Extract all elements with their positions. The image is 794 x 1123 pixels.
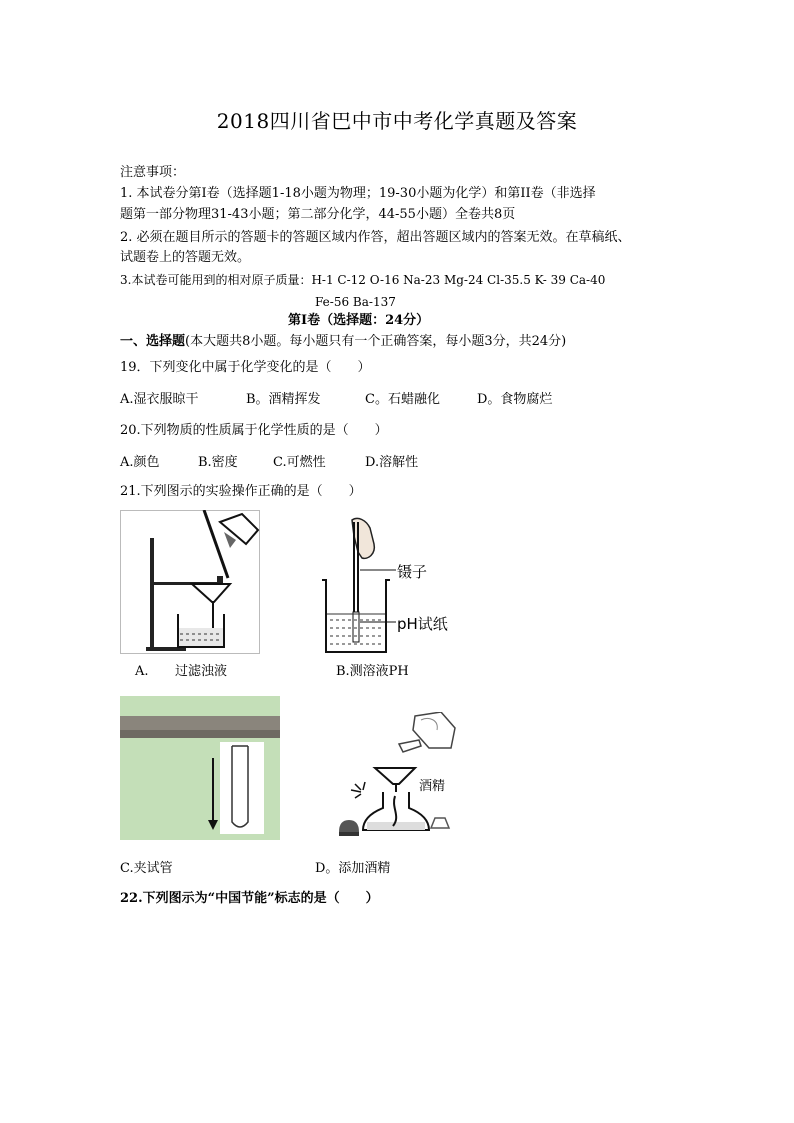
q19-option-d: D。食物腐烂 bbox=[477, 392, 553, 407]
q19-stem: 19．下列变化中属于化学变化的是（ ） bbox=[120, 360, 371, 375]
q22-stem: 22.下列图示为“中国节能”标志的是（ ） bbox=[120, 891, 379, 906]
part-label: 一、选择题 bbox=[120, 334, 186, 349]
part-description: (本大题共8小题。每小题只有一个正确答案，每小题3分，共24分) bbox=[185, 334, 567, 349]
notes-heading: 注意事项： bbox=[120, 165, 186, 180]
ph-test-figure bbox=[318, 514, 398, 656]
notes-line-1b: 题第一部分物理31-43小题；第二部分化学，44-55小题）全卷共8页 bbox=[120, 207, 516, 222]
notes-line-1: 1. 本试卷分第I卷（选择题1-18小题为物理；19-30小题为化学）和第II卷（非选择 bbox=[120, 186, 596, 201]
notes-line-3b: Fe-56 Ba-137 bbox=[315, 295, 396, 309]
notes-line-3: 3.本试卷可能用到的相对原子质量：H-1 C-12 O-16 Na-23 Mg-24 Cl-35.5 K- 39 Ca-40 bbox=[120, 273, 606, 287]
tweezers-label: 镊子 bbox=[397, 563, 428, 581]
q20-option-a: A.颜色 bbox=[120, 455, 160, 470]
q21-b-text: B.测溶液PH bbox=[336, 664, 409, 679]
q21-stem: 21.下列图示的实验操作正确的是（ ） bbox=[120, 484, 362, 499]
q20-option-d: D.溶解性 bbox=[365, 455, 419, 470]
q20-option-c: C.可燃性 bbox=[273, 455, 326, 470]
q20-option-b: B.密度 bbox=[198, 455, 238, 470]
test-tube-figure bbox=[120, 696, 280, 840]
filtration-figure bbox=[120, 510, 260, 654]
volume-title: 第I卷（选择题：24分） bbox=[288, 313, 430, 328]
q19-option-b: B。酒精挥发 bbox=[246, 392, 321, 407]
notes-line-2: 2. 必须在题目所示的答题卡的答题区域内作答，超出答题区域内的答案无效。在草稿纸、 bbox=[120, 230, 631, 245]
part-heading bbox=[120, 332, 566, 352]
ph-paper-label: pH试纸 bbox=[397, 615, 448, 633]
q21-a-label: A. bbox=[135, 664, 149, 679]
q21-d-text: D。添加酒精 bbox=[315, 861, 391, 876]
q20-stem: 20.下列物质的性质属于化学性质的是（ ） bbox=[120, 423, 388, 438]
page-title: 2018四川省巴中市中考化学真题及答案 bbox=[216, 109, 578, 133]
q19-option-c: C。石蜡融化 bbox=[365, 392, 440, 407]
notes-line-2b: 试题卷上的答题无效。 bbox=[120, 250, 251, 265]
q19-option-a: A.湿衣服晾干 bbox=[120, 392, 199, 407]
q21-a-text: 过滤浊液 bbox=[175, 664, 228, 679]
q21-c-text: C.夹试管 bbox=[120, 861, 173, 876]
alcohol-label: 酒精 bbox=[419, 779, 446, 794]
